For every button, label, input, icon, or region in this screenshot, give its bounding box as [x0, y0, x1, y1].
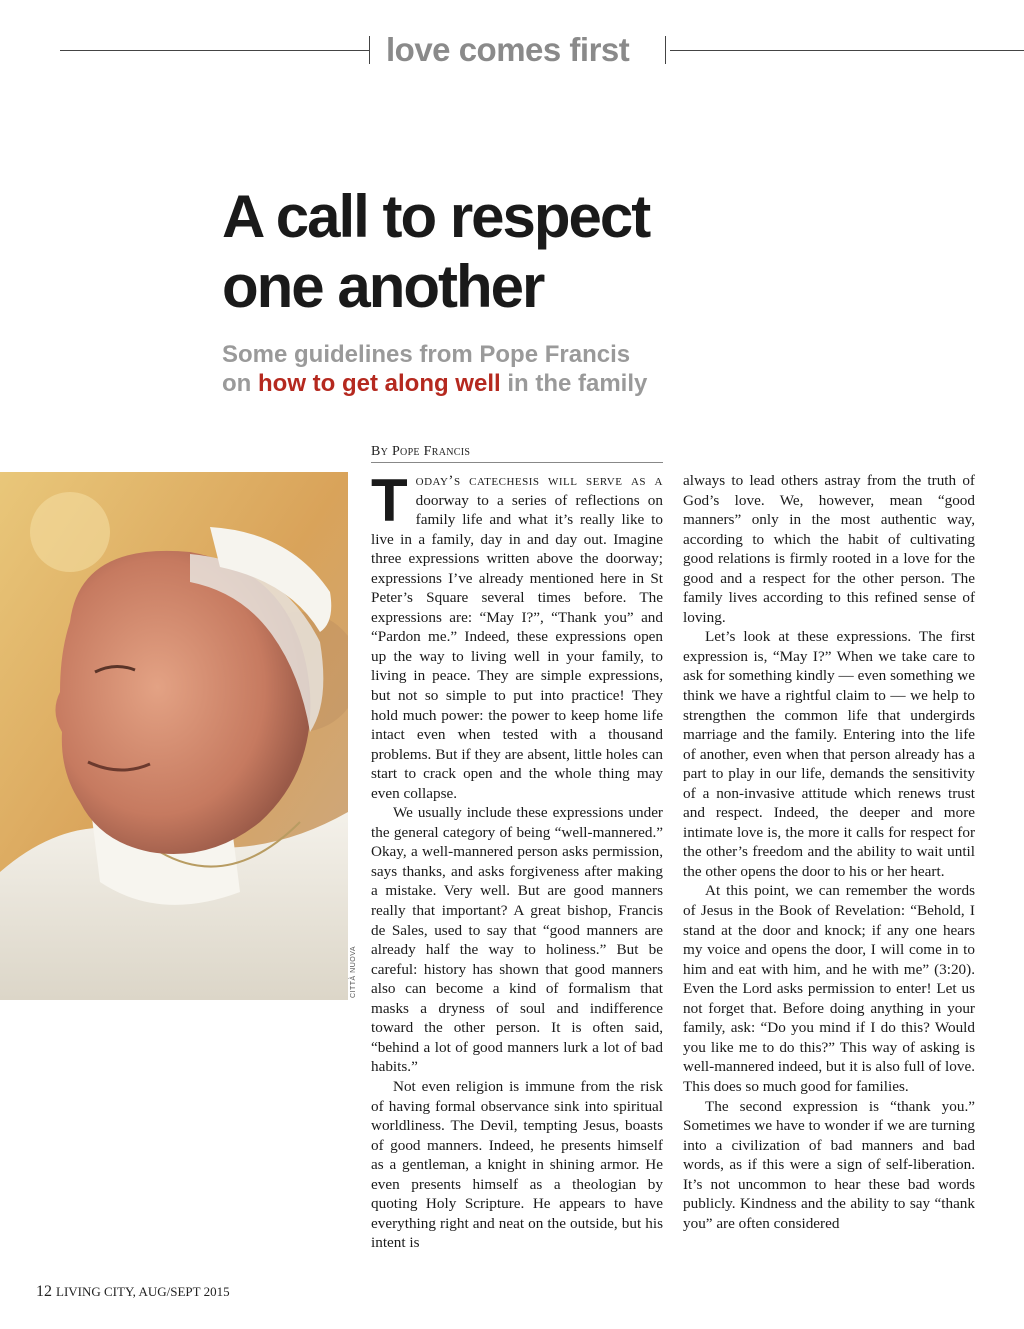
paragraph-4: always to lead others astray from the truth of God’s love. We, however, mean “good manners” only in the most authentic way, according to which the habit of cultivating good relations is firmly rooted in a love for the good and a respect for the other person. The family lives according to this refined sense of loving. [683, 472, 975, 626]
deck-line-1: Some guidelines from Pope Francis [222, 341, 631, 368]
headline-line-1: A call to respect [222, 183, 650, 250]
page-number: 12 [36, 1283, 52, 1300]
deck-post: in the family [500, 370, 648, 397]
headline-line-2: one another [222, 253, 544, 320]
paragraph-1-text: doorway to a series of reflections on family life and what it’s really like to live in a family, day in and day out. Imagine three expressions written above the doorway; expressions I’ve already mentioned here in St Peter’s Square several times before. The expressions are: “May I?”, “Thank you” and “Pardon me.” Indeed, these expressions open up the way to living well in your family, to living in peace. They are simple expressions, but not so simple to put into practice! They hold much power: the power to keep home life intact even when tested with a thousand problems. But if they are absent, little holes can start to crack open and the whole thing may even collapse. [371, 491, 663, 802]
paragraph-7: The second expression is “thank you.” Sometimes we have to wonder if we are turning into a civilization of bad manners and bad words, as if this were a sign of self-liberation. It’s not uncommon to hear these bad words publicly. Kindness and the ability to say “thank you” are often considered [683, 1097, 975, 1232]
article-column-2 [683, 471, 975, 1233]
deck-highlight: how to get along well [258, 370, 501, 397]
lead-in-smallcaps: oday’s catechesis will serve as a [415, 472, 663, 489]
paragraph-3: Not even religion is immune from the risk of having formal observance sink into spiritual worldliness. The Devil, tempting Jesus, boasts of good manners. Indeed, he presents himself as a gentleman, a knight in shining armor. He even presents himself as a theologian by quoting Holy Scripture. He appears to have everything right and neat on the outside, but his intent is [371, 1077, 663, 1252]
drop-cap: T [371, 467, 408, 534]
page-footer [36, 1283, 230, 1301]
article-deck [222, 340, 842, 398]
byline: By Pope Francis [371, 444, 663, 463]
pope-francis-photo [0, 472, 348, 1000]
section-label: love comes first [386, 31, 630, 68]
section-header [60, 30, 1024, 70]
photo-credit: CITTÀ NUOVA [350, 945, 357, 998]
publication-info: LIVING CITY, AUG/SEPT 2015 [56, 1284, 230, 1299]
header-tick-left [369, 36, 370, 64]
deck-pre: on [222, 370, 258, 397]
header-tick-right [665, 36, 666, 64]
header-rule-right [670, 50, 1024, 51]
article-headline [222, 182, 862, 322]
paragraph-5: Let’s look at these expressions. The first expression is, “May I?” When we take care to ask for something kindly — even something we think we have a rightful claim to — we help to strengthen the common life that undergirds marriage and the family. Entering into the life of another, even when that person already has a part to play in our life, demands the sensitivity of a non-invasive attitude which renews trust and respect. Indeed, the deeper and more intimate love is, the more it calls for respect for the other’s freedom and the ability to wait until the other opens the door to his or her heart. [683, 628, 975, 880]
paragraph-1 [371, 467, 663, 803]
paragraph-2: We usually include these expressions under the general category of being “well-mannered.” Okay, a well-mannered person asks permission, says thanks, and asks forgiveness after making a mistake. Very well. But are good manners really that important? A great bishop, Francis de Sales, used to say that “good manners are already half the way to holiness.” But be careful: history has shown that good manners also can become a kind of formalism that masks a dryness of soul and indifference toward the other person. It is often said, “behind a lot of good manners lurk a lot of bad habits.” [371, 804, 663, 1076]
paragraph-6: At this point, we can remember the words of Jesus in the Book of Revelation: “Behold, I stand at the door and knock; if any one hears my voice and opens the door, I will come in to him and eat with him, and he with me” (3:20). Even the Lord asks permission to enter! Let us not forget that. Before doing anything in your family, ask: “Do you mind if I do this? Would you like me to do this?” This way of asking is well-mannered indeed, but it is also full of love. This does so much good for families. [683, 882, 975, 1095]
header-rule-left [60, 50, 370, 51]
article-column-1 [371, 467, 663, 1253]
